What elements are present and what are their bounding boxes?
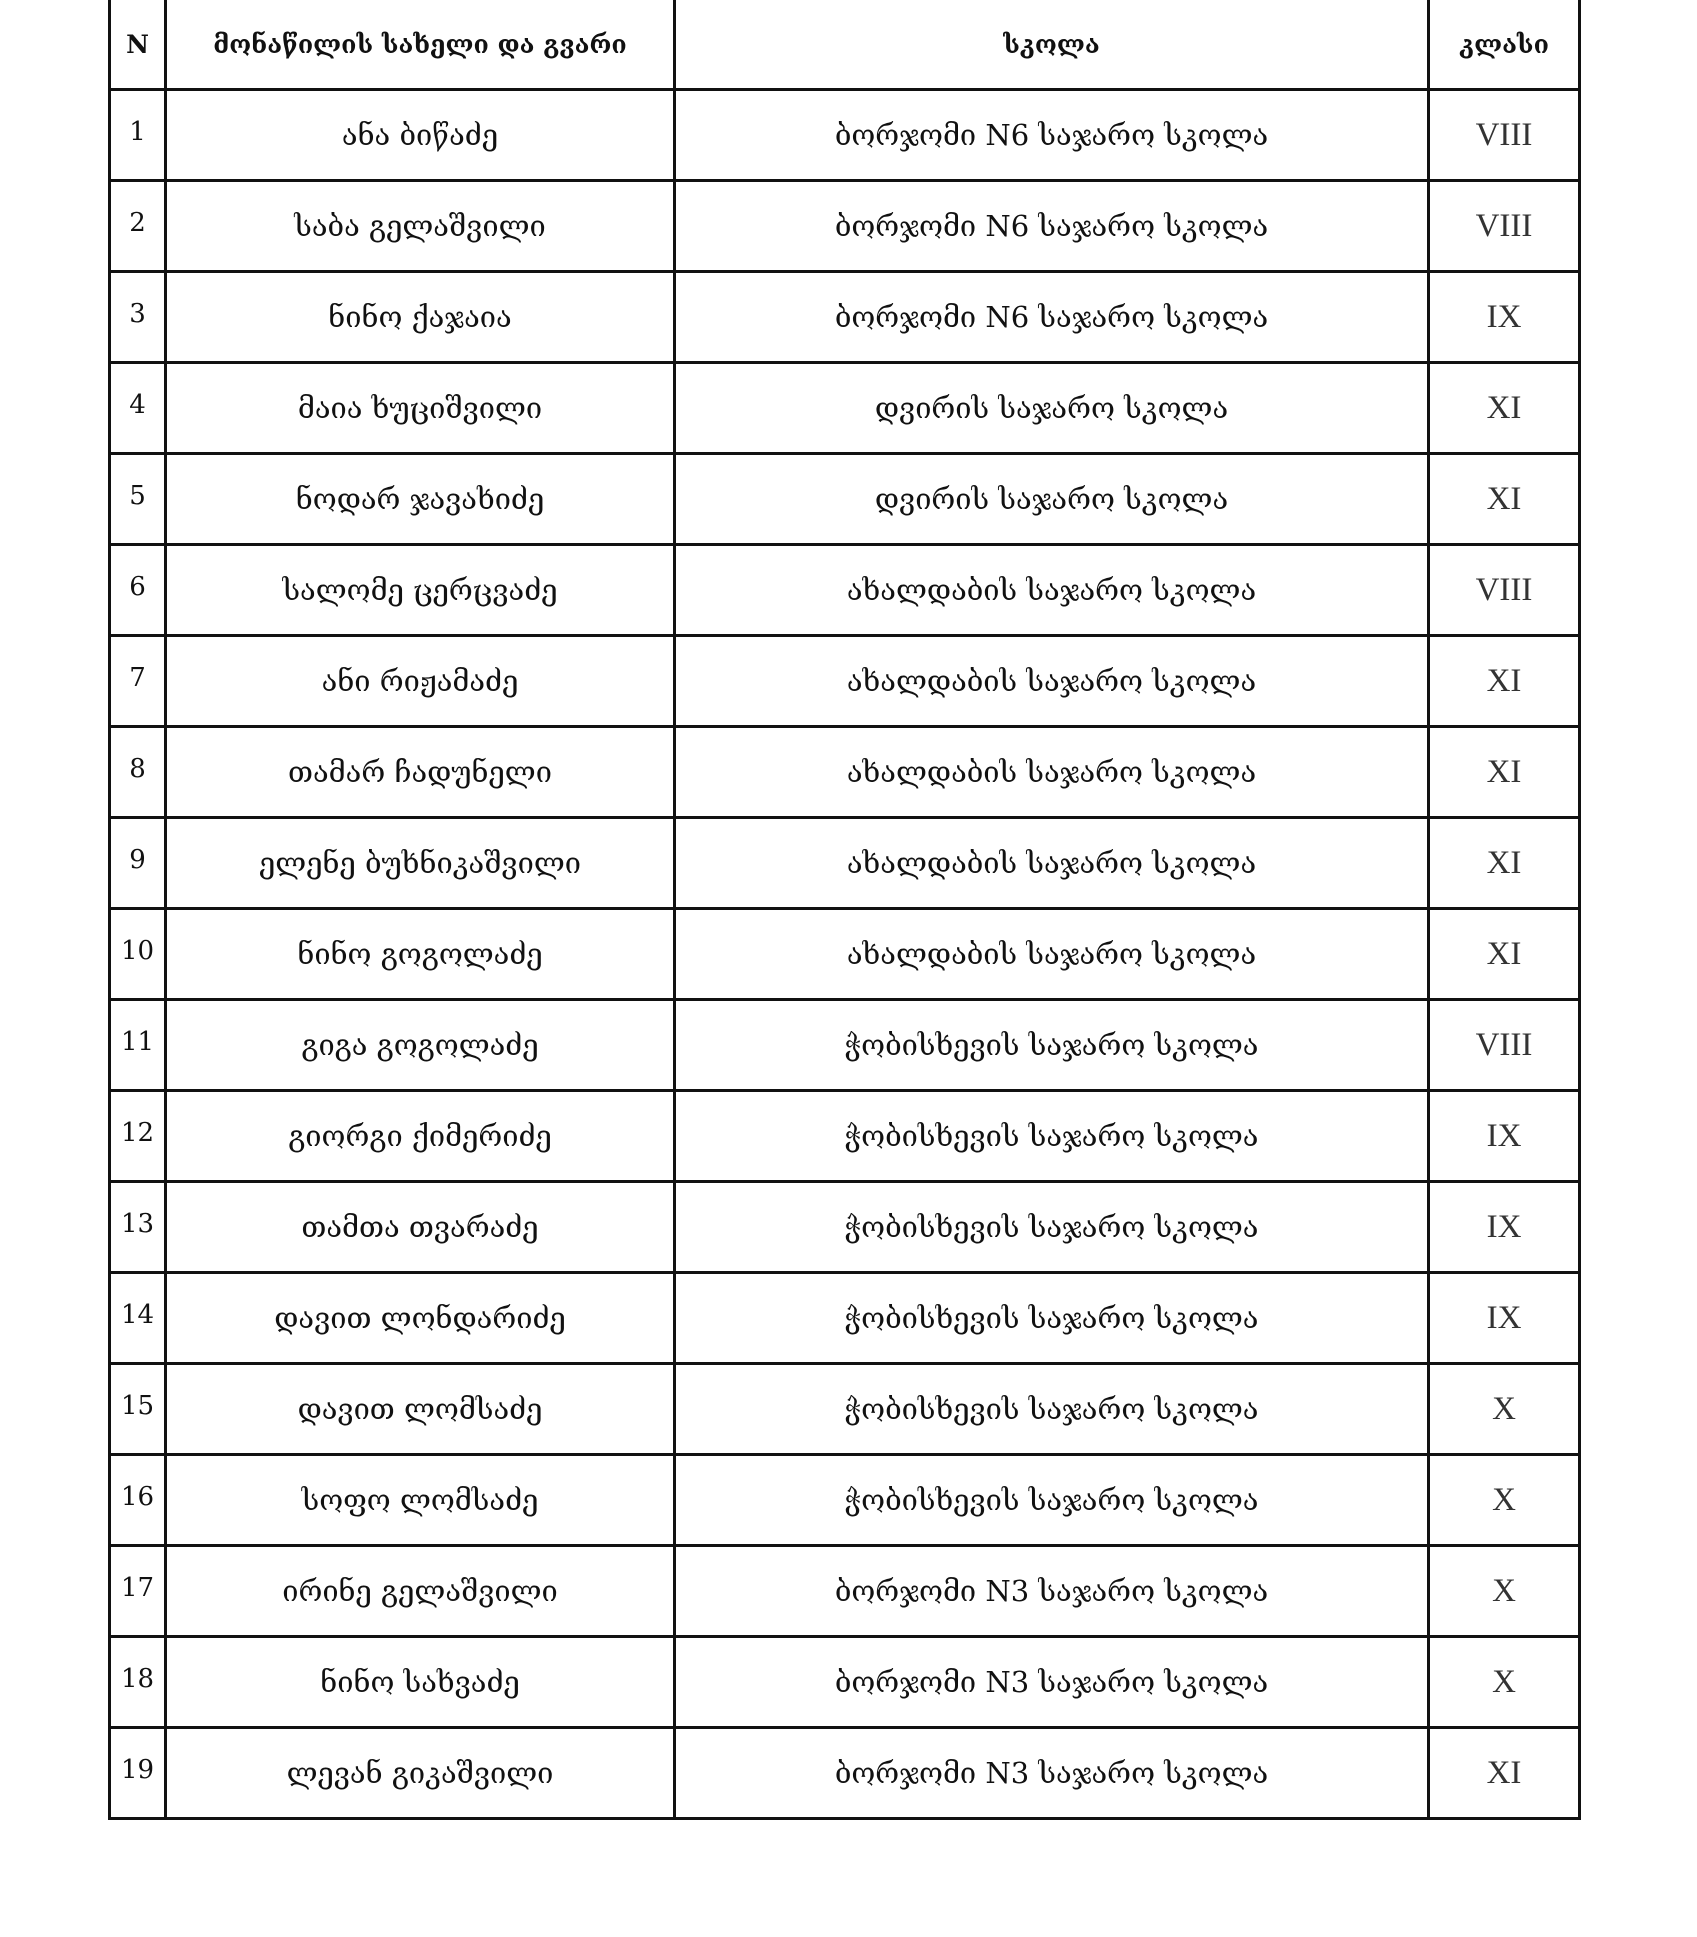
grade-level: X — [1429, 1637, 1580, 1728]
row-number: 6 — [110, 545, 166, 636]
table-header — [110, 0, 1580, 90]
school-name: ჭობისხევის საჯარო სკოლა — [675, 1182, 1429, 1273]
row-number: 5 — [110, 454, 166, 545]
table-row — [110, 909, 1580, 1000]
row-number: 15 — [110, 1364, 166, 1455]
row-number: 10 — [110, 909, 166, 1000]
grade-level: XI — [1429, 454, 1580, 545]
grade-level: XI — [1429, 727, 1580, 818]
school-name: ახალდაბის საჯარო სკოლა — [675, 545, 1429, 636]
row-number: 13 — [110, 1182, 166, 1273]
school-name: ბორჯომი N3 საჯარო სკოლა — [675, 1728, 1429, 1819]
participant-name: ნოდარ ჯავახიძე — [166, 454, 675, 545]
participant-name: სოფო ლომსაძე — [166, 1455, 675, 1546]
grade-level: XI — [1429, 818, 1580, 909]
participant-name: ანა ბიწაძე — [166, 90, 675, 181]
school-name: ახალდაბის საჯარო სკოლა — [675, 727, 1429, 818]
school-name: ჭობისხევის საჯარო სკოლა — [675, 1364, 1429, 1455]
table-row — [110, 454, 1580, 545]
table-row — [110, 1182, 1580, 1273]
participant-name: სალომე ცერცვაძე — [166, 545, 675, 636]
grade-level: IX — [1429, 1182, 1580, 1273]
school-name: ჭობისხევის საჯარო სკოლა — [675, 1000, 1429, 1091]
participant-name: ელენე ბუხნიკაშვილი — [166, 818, 675, 909]
participant-name: თამარ ჩადუნელი — [166, 727, 675, 818]
grade-level: XI — [1429, 636, 1580, 727]
grade-level: VIII — [1429, 1000, 1580, 1091]
table-row — [110, 1637, 1580, 1728]
table-row — [110, 1364, 1580, 1455]
participant-name: მაია ხუციშვილი — [166, 363, 675, 454]
school-name: ახალდაბის საჯარო სკოლა — [675, 818, 1429, 909]
school-name: ბორჯომი N6 საჯარო სკოლა — [675, 272, 1429, 363]
table-row — [110, 636, 1580, 727]
row-number: 2 — [110, 181, 166, 272]
participants-sheet — [108, 0, 1578, 1820]
table-row — [110, 1000, 1580, 1091]
participant-name: ნინო გოგოლაძე — [166, 909, 675, 1000]
table-row — [110, 1546, 1580, 1637]
header-school: სკოლა — [675, 0, 1429, 90]
table-row — [110, 818, 1580, 909]
row-number: 17 — [110, 1546, 166, 1637]
row-number: 11 — [110, 1000, 166, 1091]
grade-level: X — [1429, 1455, 1580, 1546]
school-name: დვირის საჯარო სკოლა — [675, 363, 1429, 454]
grade-level: X — [1429, 1364, 1580, 1455]
grade-level: IX — [1429, 272, 1580, 363]
grade-level: VIII — [1429, 181, 1580, 272]
grade-level: VIII — [1429, 90, 1580, 181]
participant-name: ირინე გელაშვილი — [166, 1546, 675, 1637]
table-body — [110, 90, 1580, 1819]
participant-name: ლევან გიკაშვილი — [166, 1728, 675, 1819]
row-number: 12 — [110, 1091, 166, 1182]
school-name: ჭობისხევის საჯარო სკოლა — [675, 1091, 1429, 1182]
row-number: 3 — [110, 272, 166, 363]
row-number: 1 — [110, 90, 166, 181]
grade-level: XI — [1429, 363, 1580, 454]
participants-table — [108, 0, 1581, 1820]
participant-name: გიგა გოგოლაძე — [166, 1000, 675, 1091]
header-grade: კლასი — [1429, 0, 1580, 90]
table-row — [110, 90, 1580, 181]
grade-level: XI — [1429, 909, 1580, 1000]
school-name: ბორჯომი N6 საჯარო სკოლა — [675, 90, 1429, 181]
table-row — [110, 272, 1580, 363]
table-row — [110, 727, 1580, 818]
grade-level: X — [1429, 1546, 1580, 1637]
school-name: ახალდაბის საჯარო სკოლა — [675, 636, 1429, 727]
participant-name: ანი რიჟამაძე — [166, 636, 675, 727]
school-name: ახალდაბის საჯარო სკოლა — [675, 909, 1429, 1000]
row-number: 16 — [110, 1455, 166, 1546]
grade-level: IX — [1429, 1091, 1580, 1182]
school-name: ჭობისხევის საჯარო სკოლა — [675, 1455, 1429, 1546]
school-name: ბორჯომი N3 საჯარო სკოლა — [675, 1546, 1429, 1637]
participant-name: დავით ლონდარიძე — [166, 1273, 675, 1364]
table-row — [110, 1728, 1580, 1819]
row-number: 7 — [110, 636, 166, 727]
participant-name: თამთა თვარაძე — [166, 1182, 675, 1273]
table-row — [110, 1455, 1580, 1546]
row-number: 8 — [110, 727, 166, 818]
row-number: 9 — [110, 818, 166, 909]
school-name: ბორჯომი N3 საჯარო სკოლა — [675, 1637, 1429, 1728]
school-name: დვირის საჯარო სკოლა — [675, 454, 1429, 545]
row-number: 4 — [110, 363, 166, 454]
table-row — [110, 363, 1580, 454]
participant-name: ნინო ქაჯაია — [166, 272, 675, 363]
grade-level: IX — [1429, 1273, 1580, 1364]
row-number: 14 — [110, 1273, 166, 1364]
grade-level: XI — [1429, 1728, 1580, 1819]
row-number: 18 — [110, 1637, 166, 1728]
table-row — [110, 1273, 1580, 1364]
header-row — [110, 0, 1580, 90]
school-name: ბორჯომი N6 საჯარო სკოლა — [675, 181, 1429, 272]
table-row — [110, 545, 1580, 636]
participant-name: ნინო სახვაძე — [166, 1637, 675, 1728]
table-row — [110, 181, 1580, 272]
table-row — [110, 1091, 1580, 1182]
header-name: მონაწილის სახელი და გვარი — [166, 0, 675, 90]
school-name: ჭობისხევის საჯარო სკოლა — [675, 1273, 1429, 1364]
grade-level: VIII — [1429, 545, 1580, 636]
row-number: 19 — [110, 1728, 166, 1819]
participant-name: დავით ლომსაძე — [166, 1364, 675, 1455]
header-number: N — [110, 0, 166, 90]
participant-name: საბა გელაშვილი — [166, 181, 675, 272]
participant-name: გიორგი ქიმერიძე — [166, 1091, 675, 1182]
